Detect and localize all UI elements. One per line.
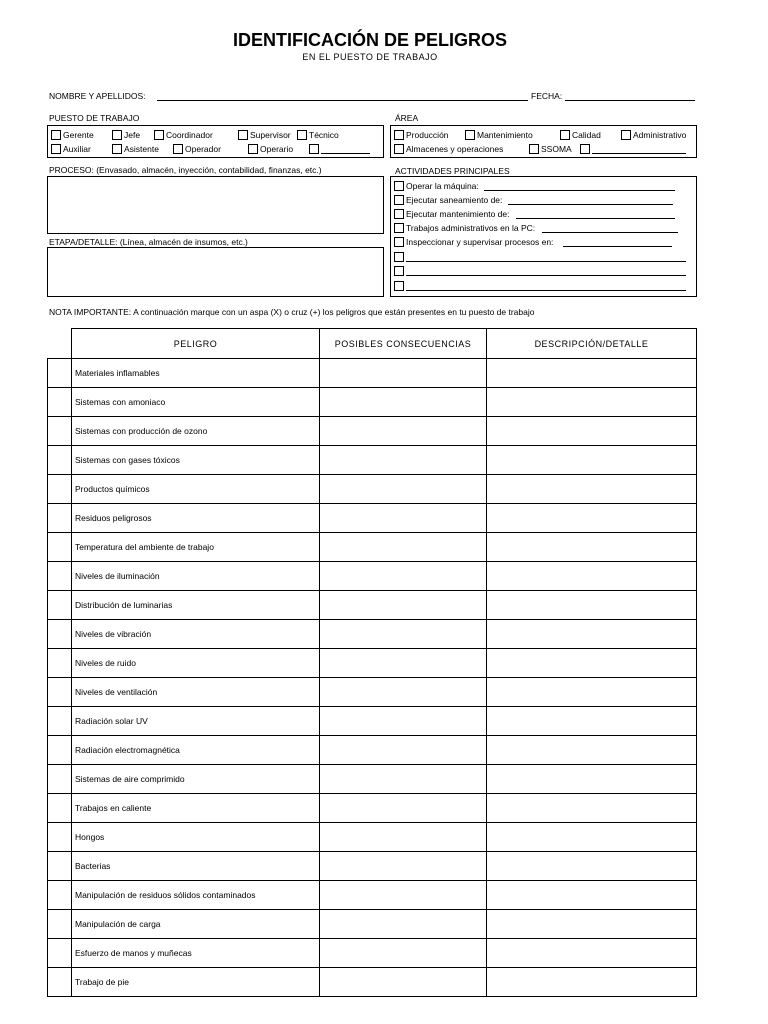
hazard-name: Niveles de vibración — [72, 620, 320, 649]
checkbox-gerente[interactable] — [51, 130, 61, 140]
hazard-name: Manipulación de residuos sólidos contaminados — [72, 881, 320, 910]
consequences-cell[interactable] — [320, 881, 487, 910]
consequences-cell[interactable] — [320, 446, 487, 475]
description-cell[interactable] — [487, 446, 697, 475]
option-calidad: Calidad — [572, 130, 601, 140]
table-row — [48, 736, 697, 765]
puesto-label: PUESTO DE TRABAJO — [49, 113, 140, 123]
hazard-name: Productos químicos — [72, 475, 320, 504]
description-cell[interactable] — [487, 359, 697, 388]
important-note: NOTA IMPORTANTE: A continuación marque con un aspa (X) o cruz (+) los peligros que están presentes en tu puesto de trabajo — [49, 307, 535, 317]
mark-cell[interactable] — [48, 533, 72, 562]
checkbox-tecnico[interactable] — [297, 130, 307, 140]
consequences-cell[interactable] — [320, 910, 487, 939]
table-row — [48, 388, 697, 417]
table-row — [48, 881, 697, 910]
name-field[interactable] — [157, 100, 528, 101]
checkbox-mantenimiento[interactable] — [465, 130, 475, 140]
mark-cell[interactable] — [48, 504, 72, 533]
activity-saneamiento-field[interactable] — [508, 204, 673, 205]
mark-cell[interactable] — [48, 910, 72, 939]
activity-inspeccionar: Inspeccionar y supervisar procesos en: — [406, 237, 554, 247]
area-label: ÁREA — [395, 113, 419, 123]
table-row — [48, 968, 697, 997]
description-cell[interactable] — [487, 852, 697, 881]
date-label: FECHA: — [531, 91, 563, 101]
checkbox-coordinador[interactable] — [154, 130, 164, 140]
option-operario: Operario — [260, 144, 294, 154]
hazard-name: Niveles de iluminación — [72, 562, 320, 591]
hazard-name: Distribución de luminarias — [72, 591, 320, 620]
mark-cell[interactable] — [48, 968, 72, 997]
table-header-row — [48, 329, 697, 359]
hazard-name: Radiación solar UV — [72, 707, 320, 736]
hazard-name: Temperatura del ambiente de trabajo — [72, 533, 320, 562]
name-label: NOMBRE Y APELLIDOS: — [49, 91, 146, 101]
mark-cell[interactable] — [48, 591, 72, 620]
option-operador: Operador — [185, 144, 221, 154]
table-row — [48, 707, 697, 736]
hazard-name: Radiación electromagnética — [72, 736, 320, 765]
checkbox-administrativo[interactable] — [621, 130, 631, 140]
hazard-name: Trabajo de pie — [72, 968, 320, 997]
checkbox-jefe[interactable] — [112, 130, 122, 140]
table-row — [48, 475, 697, 504]
description-cell[interactable] — [487, 475, 697, 504]
mark-cell[interactable] — [48, 823, 72, 852]
table-row — [48, 910, 697, 939]
hazard-name: Esfuerzo de manos y muñecas — [72, 939, 320, 968]
option-asistente: Asistente — [124, 144, 159, 154]
consequences-cell[interactable] — [320, 707, 487, 736]
description-cell[interactable] — [487, 765, 697, 794]
header-descripcion: DESCRIPCIÓN/DETALLE — [487, 329, 697, 359]
description-cell[interactable] — [487, 939, 697, 968]
checkbox-produccion[interactable] — [394, 130, 404, 140]
checkbox-almacenes[interactable] — [394, 144, 404, 154]
table-row — [48, 562, 697, 591]
checkbox-area-otro[interactable] — [580, 144, 590, 154]
hazard-name: Trabajos en caliente — [72, 794, 320, 823]
activity-trabajos-pc-field[interactable] — [542, 232, 678, 233]
checkbox-actividad-extra-2[interactable] — [394, 266, 404, 276]
consequences-cell[interactable] — [320, 736, 487, 765]
description-cell[interactable] — [487, 910, 697, 939]
table-row — [48, 649, 697, 678]
activity-inspeccionar-field[interactable] — [563, 246, 672, 247]
table-row — [48, 533, 697, 562]
mark-cell[interactable] — [48, 649, 72, 678]
hazard-name: Hongos — [72, 823, 320, 852]
date-field[interactable] — [565, 100, 695, 101]
hazard-name: Niveles de ventilación — [72, 678, 320, 707]
consequences-cell[interactable] — [320, 939, 487, 968]
checkbox-trabajos-pc[interactable] — [394, 223, 404, 233]
hazard-name: Niveles de ruido — [72, 649, 320, 678]
actividades-label: ACTIVIDADES PRINCIPALES — [395, 166, 510, 176]
proceso-label: PROCESO: (Envasado, almacén, inyección, contabilidad, finanzas, etc.) — [49, 165, 322, 175]
page-subtitle: EN EL PUESTO DE TRABAJO — [302, 52, 438, 62]
description-cell[interactable] — [487, 881, 697, 910]
consequences-cell[interactable] — [320, 794, 487, 823]
mark-cell[interactable] — [48, 881, 72, 910]
option-ssoma: SSOMA — [541, 144, 572, 154]
mark-cell[interactable] — [48, 620, 72, 649]
table-row — [48, 591, 697, 620]
hazard-name: Sistemas con amoniaco — [72, 388, 320, 417]
description-cell[interactable] — [487, 533, 697, 562]
description-cell[interactable] — [487, 649, 697, 678]
activity-extra-2-field[interactable] — [406, 275, 686, 276]
mark-cell[interactable] — [48, 678, 72, 707]
consequences-cell[interactable] — [320, 591, 487, 620]
description-cell[interactable] — [487, 388, 697, 417]
checkbox-auxiliar[interactable] — [51, 144, 61, 154]
checkbox-supervisor[interactable] — [238, 130, 248, 140]
description-cell[interactable] — [487, 968, 697, 997]
mark-cell[interactable] — [48, 765, 72, 794]
consequences-cell[interactable] — [320, 765, 487, 794]
option-coordinador: Coordinador — [166, 130, 213, 140]
description-cell[interactable] — [487, 678, 697, 707]
hazard-table — [47, 328, 697, 997]
table-row — [48, 620, 697, 649]
checkbox-puesto-otro[interactable] — [309, 144, 319, 154]
option-gerente: Gerente — [63, 130, 94, 140]
proceso-field[interactable] — [47, 176, 384, 234]
hazard-name: Sistemas de aire comprimido — [72, 765, 320, 794]
header-consecuencias: POSIBLES CONSECUENCIAS — [320, 329, 487, 359]
mark-cell[interactable] — [48, 939, 72, 968]
activity-trabajos-pc: Trabajos administrativos en la PC: — [406, 223, 536, 233]
consequences-cell[interactable] — [320, 968, 487, 997]
activity-mantenimiento-field[interactable] — [516, 218, 675, 219]
table-row — [48, 939, 697, 968]
consequences-cell[interactable] — [320, 533, 487, 562]
description-cell[interactable] — [487, 591, 697, 620]
table-row — [48, 504, 697, 533]
hazard-name: Bacterias — [72, 852, 320, 881]
description-cell[interactable] — [487, 417, 697, 446]
table-row — [48, 417, 697, 446]
description-cell[interactable] — [487, 504, 697, 533]
mark-cell[interactable] — [48, 475, 72, 504]
description-cell[interactable] — [487, 562, 697, 591]
activity-saneamiento: Ejecutar saneamiento de: — [406, 195, 503, 205]
consequences-cell[interactable] — [320, 649, 487, 678]
activity-operar-field[interactable] — [484, 190, 675, 191]
mark-cell[interactable] — [48, 446, 72, 475]
table-row — [48, 446, 697, 475]
table-row — [48, 765, 697, 794]
checkbox-asistente[interactable] — [112, 144, 122, 154]
checkbox-ssoma[interactable] — [529, 144, 539, 154]
etapa-label: ETAPA/DETALLE: (Línea, almacén de insumos, etc.) — [49, 237, 248, 247]
option-almacenes: Almacenes y operaciones — [406, 144, 504, 154]
option-jefe: Jefe — [124, 130, 141, 140]
option-tecnico: Técnico — [309, 130, 339, 140]
page-title: IDENTIFICACIÓN DE PELIGROS — [232, 30, 508, 50]
description-cell[interactable] — [487, 620, 697, 649]
mark-cell[interactable] — [48, 359, 72, 388]
activity-operar: Operar la máquina: — [406, 181, 479, 191]
hazard-name: Sistemas con gases tóxicos — [72, 446, 320, 475]
etapa-field[interactable] — [47, 247, 384, 297]
hazard-name: Materiales inflamables — [72, 359, 320, 388]
description-cell[interactable] — [487, 707, 697, 736]
activity-mantenimiento: Ejecutar mantenimiento de: — [406, 209, 510, 219]
option-supervisor: Supervisor — [250, 130, 291, 140]
option-administrativo: Administrativo — [633, 130, 687, 140]
consequences-cell[interactable] — [320, 620, 487, 649]
consequences-cell[interactable] — [320, 504, 487, 533]
checkbox-operario[interactable] — [248, 144, 258, 154]
mark-cell[interactable] — [48, 417, 72, 446]
mark-cell[interactable] — [48, 707, 72, 736]
checkbox-operador[interactable] — [173, 144, 183, 154]
consequences-cell[interactable] — [320, 678, 487, 707]
option-auxiliar: Auxiliar — [63, 144, 91, 154]
consequences-cell[interactable] — [320, 388, 487, 417]
header-peligro: PELIGRO — [72, 329, 320, 359]
checkbox-operar[interactable] — [394, 181, 404, 191]
table-row — [48, 359, 697, 388]
mark-cell[interactable] — [48, 388, 72, 417]
hazard-name: Manipulación de carga — [72, 910, 320, 939]
header-mark-column — [48, 329, 72, 359]
table-row — [48, 852, 697, 881]
checkbox-mantenimiento-act[interactable] — [394, 209, 404, 219]
description-cell[interactable] — [487, 736, 697, 765]
consequences-cell[interactable] — [320, 359, 487, 388]
option-produccion: Producción — [406, 130, 449, 140]
checkbox-saneamiento[interactable] — [394, 195, 404, 205]
checkbox-calidad[interactable] — [560, 130, 570, 140]
consequences-cell[interactable] — [320, 562, 487, 591]
consequences-cell[interactable] — [320, 823, 487, 852]
mark-cell[interactable] — [48, 562, 72, 591]
table-row — [48, 794, 697, 823]
puesto-otro-field[interactable] — [321, 153, 370, 154]
activity-extra-3-field[interactable] — [406, 290, 686, 291]
checkbox-inspeccionar[interactable] — [394, 237, 404, 247]
description-cell[interactable] — [487, 823, 697, 852]
mark-cell[interactable] — [48, 736, 72, 765]
description-cell[interactable] — [487, 794, 697, 823]
activity-extra-1-field[interactable] — [406, 261, 686, 262]
mark-cell[interactable] — [48, 852, 72, 881]
checkbox-actividad-extra-3[interactable] — [394, 281, 404, 291]
hazard-name: Sistemas con producción de ozono — [72, 417, 320, 446]
table-row — [48, 678, 697, 707]
consequences-cell[interactable] — [320, 475, 487, 504]
option-mantenimiento: Mantenimiento — [477, 130, 533, 140]
checkbox-actividad-extra-1[interactable] — [394, 252, 404, 262]
mark-cell[interactable] — [48, 794, 72, 823]
table-row — [48, 823, 697, 852]
hazard-name: Residuos peligrosos — [72, 504, 320, 533]
area-otro-field[interactable] — [592, 153, 686, 154]
consequences-cell[interactable] — [320, 417, 487, 446]
consequences-cell[interactable] — [320, 852, 487, 881]
